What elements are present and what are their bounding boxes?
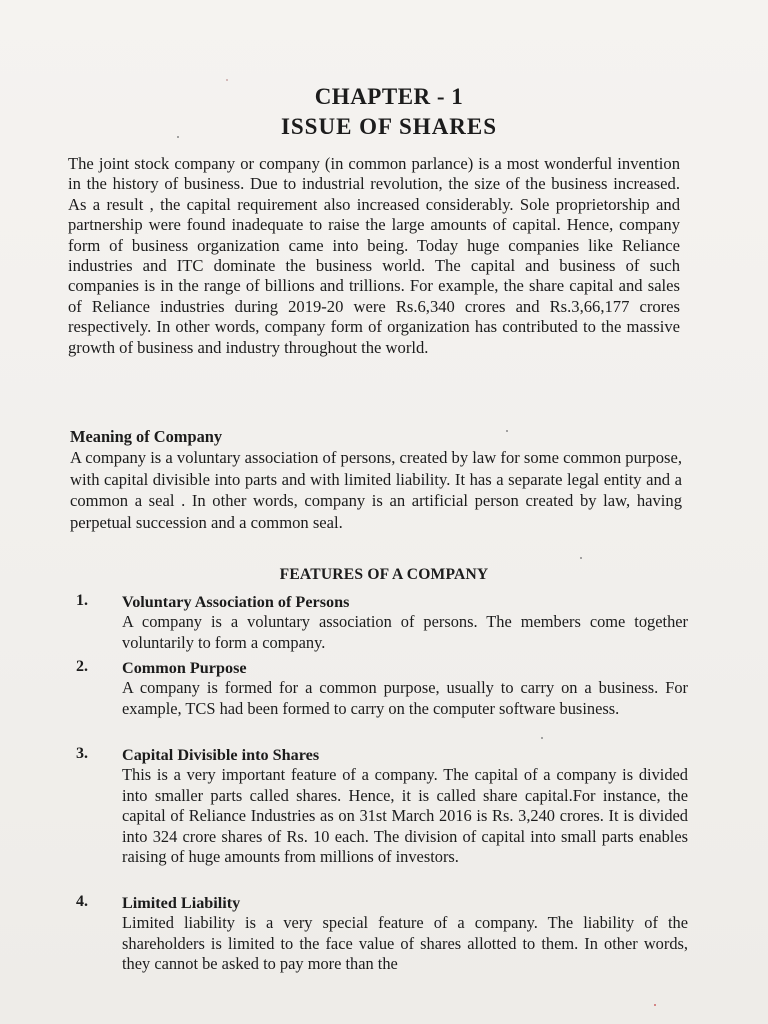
intro-paragraph: The joint stock company or company (in common parlance) is a most wonderful invention in the history of business. Due to industrial revolution, the size of the business increased. As a result , the capital requirement also increased considerably. Sole proprietorship and partnership were found inadequate to raise the large amounts of capital. Hence, company form of business organization came into being. Today huge companies like Reliance industries and ITC dominate the business world. The capital and business of such companies is in the range of billions and trillions. For example, the share capital and sales of Reliance industries during 2019-20 were Rs.6,340 crores and Rs.3,66,177 crores respectively. In other words, company form of organization has contributed to the massive growth of business and industry throughout the world. [68, 154, 680, 357]
scan-speck [177, 136, 179, 138]
feature-item-common-purpose [76, 658, 688, 719]
feature-title: Common Purpose [122, 659, 247, 677]
feature-title: Voluntary Association of Persons [122, 593, 350, 611]
chapter-label: CHAPTER - 1 [314, 84, 464, 109]
scan-speck [580, 557, 582, 559]
scan-speck [506, 430, 508, 432]
feature-title: Capital Divisible into Shares [122, 746, 320, 764]
feature-number: 1. [76, 592, 88, 609]
feature-text: A company is a voluntary association of persons. The members come together voluntarily to form a company. [122, 612, 688, 652]
meaning-heading: Meaning of Company [70, 427, 223, 446]
feature-number: 4. [76, 893, 88, 910]
feature-text: Limited liability is a very special feature of a company. The liability of the shareholders is limited to the face value of shares allotted to them. In other words, they cannot be asked to pay more than the [122, 913, 688, 973]
meaning-paragraph: A company is a voluntary association of persons, created by law for some common purpose, with capital divisible into parts and with limited liability. It has a separate legal entity and a common a seal . In other words, company is an artificial person created by law, having perpetual succession and a common seal. [70, 448, 682, 532]
feature-text: This is a very important feature of a company. The capital of a company is divided into smaller parts called shares. Hence, it is called share capital.For instance, the capital of Reliance Industries as on 31st March 2016 is Rs. 3,240 crores. It is divided into 324 crore shares of Rs. 10 each. The division of capital into small parts enables raising of huge amounts from millions of investors. [122, 765, 688, 866]
scan-speck [541, 737, 543, 739]
meaning-section [70, 427, 682, 550]
feature-number: 2. [76, 658, 88, 675]
chapter-title: ISSUE OF SHARES [280, 114, 498, 139]
feature-text: A company is formed for a common purpose, usually to carry on a business. For example, TCS had been formed to carry on the computer software business. [122, 678, 688, 718]
feature-number: 3. [76, 745, 88, 762]
feature-title: Limited Liability [122, 894, 241, 912]
scan-speck [226, 79, 228, 81]
feature-item-capital-divisible [76, 745, 688, 868]
chapter-header [0, 84, 768, 140]
scan-speck [654, 1004, 656, 1006]
feature-item-limited-liability [76, 893, 688, 975]
features-heading: FEATURES OF A COMPANY [279, 566, 489, 583]
feature-item-voluntary-association [76, 592, 688, 653]
